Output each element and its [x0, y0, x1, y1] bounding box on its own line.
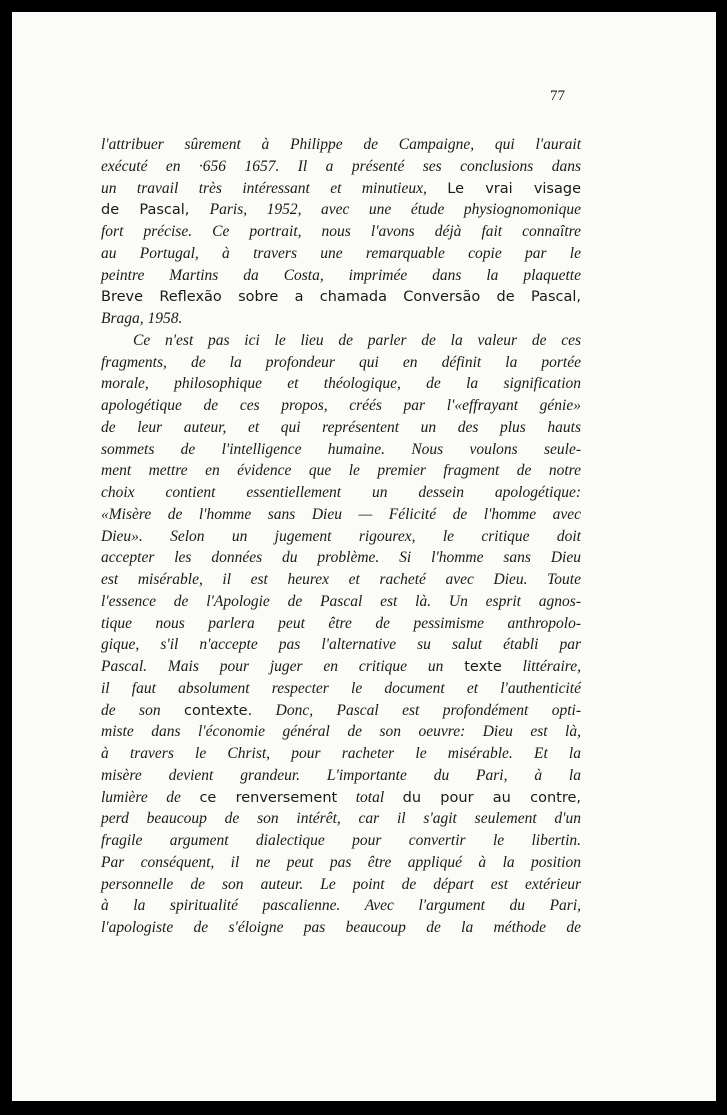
text-segment: personnelle de son auteur. Le point de départ est extérieur: [101, 875, 581, 893]
text-line: [101, 460, 581, 482]
text-line: [101, 613, 581, 635]
text-line: [101, 178, 581, 200]
text-segment: texte: [464, 659, 502, 675]
text-segment: Paris, 1952, avec une étude physiognomonique: [209, 201, 581, 219]
text-line: [101, 808, 581, 830]
page-number: 77: [550, 88, 565, 104]
text-line: [101, 439, 581, 461]
text-line: [101, 765, 581, 787]
text-segment: Ce n'est pas ici le lieu de parler de la valeur de ces: [133, 331, 581, 349]
text-segment: Par conséquent, il ne peut pas être appliqué à la position: [101, 853, 581, 871]
text-line: [101, 243, 581, 265]
text-line: [101, 547, 581, 569]
text-line: [101, 656, 581, 678]
text-segment: de leur auteur, et qui représentent un des plus hauts: [101, 418, 581, 436]
book-page: [12, 12, 716, 1101]
text-line: [101, 373, 581, 395]
text-segment: fragile argument dialectique pour convertir le libertin.: [101, 832, 581, 849]
text-line: [101, 852, 581, 874]
text-segment: littéraire,: [501, 658, 582, 675]
text-line: [101, 221, 581, 243]
text-line: [101, 634, 581, 656]
text-segment: peintre Martins da Costa, imprimée dans la plaquette: [101, 266, 581, 284]
text-segment: est misérable, il est heurex et racheté avec Dieu. Toute: [101, 571, 581, 588]
text-line: [101, 526, 581, 548]
text-segment: Pascal. Mais pour juger en critique un: [101, 658, 465, 675]
text-line: [101, 482, 581, 504]
text-line: [101, 591, 581, 613]
text-segment: total: [337, 788, 403, 806]
text-segment: exécuté en ·656 1657. Il a présenté ses conclusions dans: [101, 157, 581, 175]
text-line: [101, 199, 581, 221]
text-segment: il faut absolument respecter le document et l'authenticité: [101, 679, 581, 697]
text-segment: au Portugal, à travers une remarquable copie par le: [101, 244, 581, 262]
text-line: [101, 917, 581, 939]
text-line: [101, 830, 581, 852]
text-segment: de Pascal,: [101, 202, 210, 219]
text-segment: à la spiritualité pascalienne. Avec l'argument du Pari,: [101, 897, 581, 915]
text-segment: ment mettre en évidence que le premier fragment de notre: [101, 462, 581, 480]
text-segment: fragments, de la profondeur qui en définit la portée: [101, 353, 581, 371]
text-line: [101, 352, 581, 374]
text-line: [101, 874, 581, 896]
text-segment: Braga, 1958.: [101, 310, 183, 327]
text-segment: Le vrai visage: [447, 180, 581, 197]
text-line: [101, 743, 581, 765]
text-line: [101, 678, 581, 700]
text-segment: l'attribuer sûrement à Philippe de Campaigne, qui l'aurait: [101, 136, 581, 153]
text-segment: perd beaucoup de son intérêt, car il s'agit seulement d'un: [101, 810, 581, 828]
text-line: [101, 504, 581, 526]
text-line: [101, 417, 581, 439]
text-segment: sommets de l'intelligence humaine. Nous voulons seule-: [101, 440, 581, 458]
text-segment: gique, s'il n'accepte pas l'alternative su salut établi par: [101, 636, 581, 654]
text-line: [101, 286, 581, 308]
text-line: [101, 700, 581, 722]
text-segment: accepter les données du problème. Si l'homme sans Dieu: [101, 549, 581, 567]
text-line: [101, 156, 581, 178]
text-line: [101, 395, 581, 417]
text-segment: l'apologiste de s'éloigne pas beaucoup de la méthode de: [101, 919, 581, 936]
text-segment: à travers le Christ, pour racheter le misérable. Et la: [101, 745, 581, 762]
text-segment: misère devient grandeur. L'importante du Pari, à la: [101, 766, 581, 784]
text-line: [101, 787, 581, 809]
text-segment: un travail très intéressant et minutieux,: [101, 179, 448, 197]
text-segment: l'essence de l'Apologie de Pascal est là. Un esprit agnos-: [101, 592, 581, 610]
text-line: [101, 569, 581, 591]
text-segment: du pour au contre,: [402, 789, 581, 806]
text-segment: choix contient essentiellement un dessein apologétique:: [101, 484, 581, 501]
text-segment: «Misère de l'homme sans Dieu — Félicité de l'homme avec: [101, 505, 581, 523]
text-line: [101, 265, 581, 287]
text-segment: fort précise. Ce portrait, nous l'avons déjà fait connaître: [101, 223, 581, 240]
text-segment: miste dans l'économie général de son oeuvre: Dieu est là,: [101, 723, 581, 741]
text-segment: contexte.: [184, 702, 253, 719]
text-segment: tique nous parlera peut être de pessimisme anthropolo-: [101, 614, 581, 632]
text-line: [101, 308, 581, 330]
text-segment: Breve Reflexão sobre a chamada Conversão de Pascal,: [101, 289, 581, 306]
text-segment: apologétique de ces propos, créés par l'«effrayant génie»: [101, 397, 581, 414]
text-segment: morale, philosophique et théologique, de la signification: [101, 375, 581, 393]
text-segment: ce renversement: [199, 789, 338, 806]
text-line: [101, 721, 581, 743]
text-segment: de son: [101, 701, 185, 719]
text-line: [101, 330, 581, 352]
text-segment: lumière de: [101, 788, 200, 806]
body-text: [101, 134, 581, 939]
text-segment: Donc, Pascal est profondément opti-: [252, 701, 581, 719]
text-line: [101, 134, 581, 156]
text-segment: Dieu». Selon un jugement rigourex, le critique doit: [101, 527, 581, 545]
text-line: [101, 895, 581, 917]
